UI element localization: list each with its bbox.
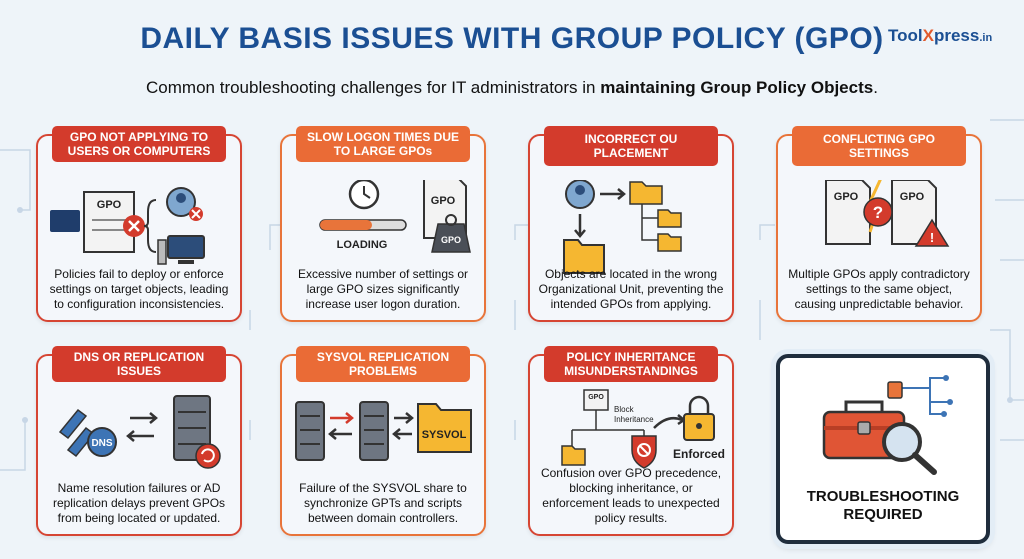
card-gpo-not-applying bbox=[36, 130, 242, 322]
svg-text:Block: Block bbox=[614, 405, 634, 414]
card-title: POLICY INHERITANCE MISUNDERSTANDINGS bbox=[544, 346, 718, 382]
svg-text:GPO: GPO bbox=[899, 191, 925, 203]
svg-text:GPO: GPO bbox=[833, 191, 859, 203]
svg-text:Inheritance: Inheritance bbox=[614, 415, 654, 424]
troubleshooting-required-card bbox=[776, 354, 990, 544]
svg-text:?: ? bbox=[872, 203, 884, 222]
page-subtitle: Common troubleshooting challenges for IT administrators in maintaining Group Policy Objects. bbox=[146, 78, 878, 97]
brand-logo: ToolXpress.in bbox=[888, 26, 993, 45]
card-sysvol-replication bbox=[280, 350, 486, 536]
card-policy-inheritance bbox=[528, 350, 734, 536]
card-description: Name resolution failures or AD replication delays prevent GPOs from being located or updated. bbox=[52, 481, 226, 525]
card-description: Excessive number of settings or large GPO sizes significantly increase user logon duration. bbox=[297, 267, 469, 311]
svg-text:GPO: GPO bbox=[588, 394, 604, 401]
svg-text:!: ! bbox=[929, 230, 935, 245]
card-title: SLOW LOGON TIMES DUE TO LARGE GPOs bbox=[296, 126, 470, 162]
card-dns-replication bbox=[36, 350, 242, 536]
card-conflicting-settings bbox=[776, 134, 982, 322]
slow-logon-illustration bbox=[290, 180, 476, 280]
card-title: INCORRECT OU PLACEMENT bbox=[544, 126, 718, 166]
svg-text:Enforced: Enforced bbox=[672, 447, 726, 461]
card-title: CONFLICTING GPO SETTINGS bbox=[792, 126, 966, 166]
card-description: Objects are located in the wrong Organizational Unit, preventing the intended GPOs from applying. bbox=[538, 267, 724, 311]
gpo-not-applying-illustration bbox=[46, 180, 232, 280]
svg-text:DNS: DNS bbox=[91, 438, 113, 449]
svg-text:GPO: GPO bbox=[96, 199, 122, 211]
card-slow-logon bbox=[280, 130, 486, 322]
card-title: GPO NOT APPLYING TO USERS OR COMPUTERS bbox=[52, 126, 226, 162]
troubleshooting-label: TROUBLESHOOTING REQUIRED bbox=[806, 488, 960, 523]
ou-placement-illustration bbox=[538, 180, 724, 280]
card-description: Policies fail to deploy or enforce settings on target objects, leading to configuration inconsistencies. bbox=[49, 267, 229, 311]
card-title: SYSVOL REPLICATION PROBLEMS bbox=[296, 346, 470, 382]
svg-text:GPO: GPO bbox=[430, 195, 456, 207]
dns-replication-illustration bbox=[46, 392, 232, 492]
toolbox-magnifier-icon bbox=[780, 366, 986, 476]
card-description: Multiple GPOs apply contradictory settings to the same object, causing unpredictable behavior. bbox=[788, 267, 970, 311]
svg-text:SYSVOL: SYSVOL bbox=[421, 429, 467, 441]
card-incorrect-ou bbox=[528, 134, 734, 322]
svg-text:GPO: GPO bbox=[440, 235, 462, 245]
sysvol-illustration bbox=[290, 392, 476, 492]
svg-text:LOADING: LOADING bbox=[336, 239, 388, 251]
card-title: DNS OR REPLICATION ISSUES bbox=[52, 346, 226, 382]
card-description: Confusion over GPO precedence, blocking inheritance, or enforcement leads to unexpected policy results. bbox=[540, 466, 722, 525]
conflicting-gpo-illustration bbox=[786, 180, 972, 280]
page-title: DAILY BASIS ISSUES WITH GROUP POLICY (GPO) bbox=[140, 22, 884, 55]
card-description: Failure of the SYSVOL share to synchronize GPTs and scripts between domain controllers. bbox=[299, 481, 467, 525]
